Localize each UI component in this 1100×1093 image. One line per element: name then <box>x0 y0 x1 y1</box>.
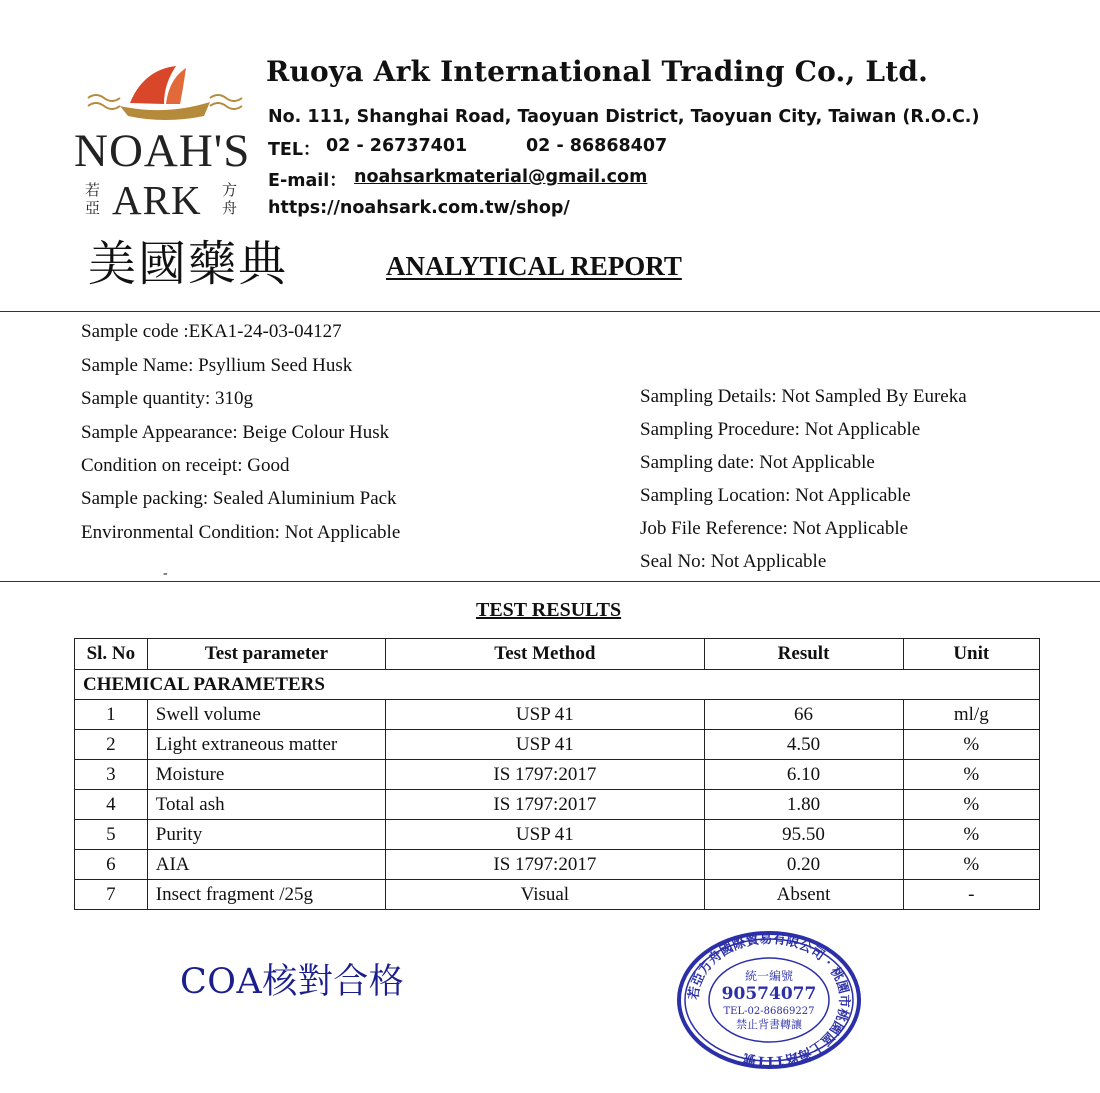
condition-on-receipt: Condition on receipt: Good <box>81 455 290 476</box>
logo-cjk-left: 若 亞 <box>85 181 101 217</box>
divider-bottom <box>0 581 1100 582</box>
cell-test-method: USP 41 <box>386 700 704 730</box>
cell-unit: - <box>903 880 1039 910</box>
logo-cjk-right: 方 舟 <box>222 181 238 217</box>
cell-test-parameter: Total ash <box>147 790 385 820</box>
seal-line-1: 統一編號 <box>744 969 794 983</box>
cell-sl-no: 6 <box>75 850 148 880</box>
seal-outer-text: 若亞方舟國際貿易有限公司 · 桃園市桃園區上海路111號 <box>686 931 852 1069</box>
divider-top <box>0 311 1100 312</box>
table-row <box>75 730 1040 760</box>
cell-sl-no: 3 <box>75 760 148 790</box>
results-table <box>74 638 1040 910</box>
tel-number-1: 02 - 26737401 <box>326 136 468 156</box>
sampling-date: Sampling date: Not Applicable <box>640 452 875 473</box>
table-row <box>75 880 1040 910</box>
header-result: Result <box>704 639 903 670</box>
cell-unit: % <box>903 850 1039 880</box>
cell-unit: % <box>903 790 1039 820</box>
sampling-location: Sampling Location: Not Applicable <box>640 485 911 506</box>
section-label: CHEMICAL PARAMETERS <box>75 670 1040 700</box>
seal-line-4: 禁止背書轉讓 <box>736 1018 802 1031</box>
sampling-details: Sampling Details: Not Sampled By Eureka <box>640 386 967 407</box>
table-row <box>75 700 1040 730</box>
cell-unit: % <box>903 760 1039 790</box>
cell-unit: % <box>903 820 1039 850</box>
cell-result: 0.20 <box>704 850 903 880</box>
cell-test-method: IS 1797:2017 <box>386 850 704 880</box>
sample-quantity: Sample quantity: 310g <box>81 388 254 409</box>
sample-packing: Sample packing: Sealed Aluminium Pack <box>81 488 397 509</box>
cell-test-method: USP 41 <box>386 730 704 760</box>
environmental-condition: Environmental Condition: Not Applicable <box>81 522 401 543</box>
tel-number-2: 02 - 86868407 <box>526 136 668 156</box>
cell-result: 4.50 <box>704 730 903 760</box>
table-row <box>75 850 1040 880</box>
cell-result: 6.10 <box>704 760 903 790</box>
cell-test-parameter: Purity <box>147 820 385 850</box>
noahs-ark-logo-icon <box>80 58 250 128</box>
table-row <box>75 820 1040 850</box>
logo-wordmark: NOAH'S <box>74 125 251 177</box>
cell-result: 95.50 <box>704 820 903 850</box>
cell-sl-no: 5 <box>75 820 148 850</box>
cell-test-method: IS 1797:2017 <box>386 790 704 820</box>
seal-line-3: TEL-02-86869227 <box>723 1006 815 1017</box>
section-row <box>75 670 1040 700</box>
cell-test-parameter: Light extraneous matter <box>147 730 385 760</box>
cell-sl-no: 4 <box>75 790 148 820</box>
cell-sl-no: 1 <box>75 700 148 730</box>
cell-test-parameter: Moisture <box>147 760 385 790</box>
table-row <box>75 760 1040 790</box>
table-header-row <box>75 639 1040 670</box>
cell-test-method: Visual <box>386 880 704 910</box>
seal-line-2: 90574077 <box>721 984 817 1004</box>
cell-test-method: IS 1797:2017 <box>386 760 704 790</box>
cell-result: 1.80 <box>704 790 903 820</box>
coa-verified-stamp: COA核對合格 <box>180 962 405 1002</box>
cell-sl-no: 7 <box>75 880 148 910</box>
sample-appearance: Sample Appearance: Beige Colour Husk <box>81 422 390 443</box>
cell-unit: ml/g <box>903 700 1039 730</box>
cell-result: Absent <box>704 880 903 910</box>
company-seal-icon <box>676 930 862 1070</box>
header-test-parameter: Test parameter <box>147 639 385 670</box>
logo-subwordmark: ARK <box>112 177 202 223</box>
test-results-title: TEST RESULTS <box>476 599 622 621</box>
email-link[interactable]: noahsarkmaterial@gmail.com <box>354 167 648 187</box>
header-test-method: Test Method <box>386 639 704 670</box>
usp-title-cjk: 美國藥典 <box>88 236 289 292</box>
header-sl-no: Sl. No <box>75 639 148 670</box>
cell-test-parameter: AIA <box>147 850 385 880</box>
job-file-reference: Job File Reference: Not Applicable <box>640 518 909 539</box>
stray-mark: - <box>163 566 168 581</box>
report-title: ANALYTICAL REPORT <box>386 251 682 281</box>
cell-test-method: USP 41 <box>386 820 704 850</box>
sample-name: Sample Name: Psyllium Seed Husk <box>81 355 353 376</box>
cell-result: 66 <box>704 700 903 730</box>
shop-url-link[interactable]: https://noahsark.com.tw/shop/ <box>268 198 570 218</box>
cell-test-parameter: Insect fragment /25g <box>147 880 385 910</box>
tel-label: TEL： <box>268 140 321 160</box>
sample-code: Sample code :EKA1-24-03-04127 <box>81 321 342 342</box>
company-name: Ruoya Ark International Trading Co., Ltd. <box>266 55 929 88</box>
company-address: No. 111, Shanghai Road, Taoyuan District, Taoyuan City, Taiwan (R.O.C.) <box>268 107 980 127</box>
seal-number: Seal No: Not Applicable <box>640 551 827 572</box>
cell-unit: % <box>903 730 1039 760</box>
sampling-procedure: Sampling Procedure: Not Applicable <box>640 419 921 440</box>
cell-test-parameter: Swell volume <box>147 700 385 730</box>
cell-sl-no: 2 <box>75 730 148 760</box>
table-row <box>75 790 1040 820</box>
header-unit: Unit <box>903 639 1039 670</box>
email-label: E-mail： <box>268 171 347 191</box>
